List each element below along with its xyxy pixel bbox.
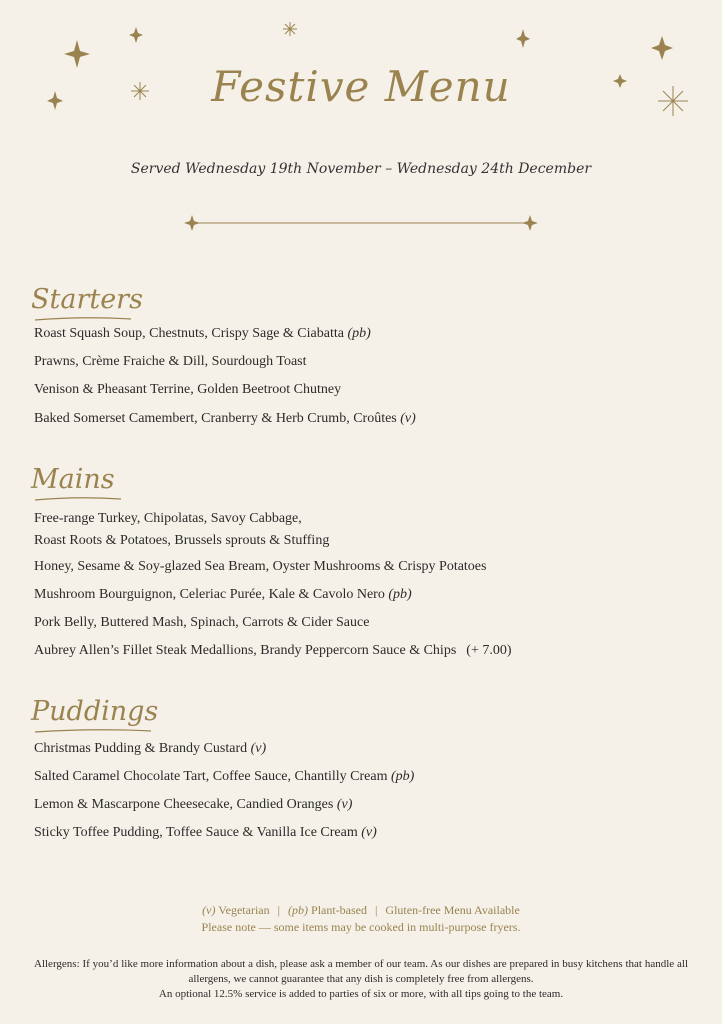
- menu-title: Festive Menu: [211, 62, 511, 111]
- diet-tag: (pb): [390, 769, 415, 784]
- menu-item: Honey, Sesame & Soy-glazed Sea Bream, Oyster Mushrooms & Crispy Potatoes: [34, 559, 487, 574]
- diet-tag: (v): [361, 825, 377, 840]
- fryer-note: Please note — some items may be cooked in multi-purpose fryers.: [201, 920, 521, 934]
- star-icon: [516, 29, 530, 48]
- heading-flourish: [33, 494, 123, 504]
- section-heading-puddings: Puddings: [31, 696, 159, 727]
- menu-item: Free-range Turkey, Chipolatas, Savoy Cabbage, Roast Roots & Potatoes, Brussels sprouts & Stuffing: [34, 511, 330, 548]
- section-heading-starters: Starters: [31, 284, 143, 315]
- diet-tag: (pb): [347, 326, 371, 341]
- star-icon: [129, 27, 143, 43]
- menu-item: Venison & Pheasant Terrine, Golden Beetroot Chutney: [34, 382, 342, 397]
- menu-item: Pork Belly, Buttered Mash, Spinach, Carrots & Cider Sauce: [34, 615, 370, 630]
- star-icon: [651, 36, 673, 60]
- menu-item: Prawns, Crème Fraiche & Dill, Sourdough Toast: [34, 354, 307, 369]
- section-heading-mains: Mains: [31, 464, 115, 495]
- diet-tag: (v): [250, 741, 267, 756]
- sparkle-icon: [283, 22, 297, 36]
- diet-tag: (v): [400, 411, 416, 426]
- menu-item: Mushroom Bourguignon, Celeriac Purée, Kale & Cavolo Nero (pb): [34, 587, 412, 602]
- diet-tag: (v): [336, 797, 353, 812]
- heading-flourish: [33, 726, 153, 736]
- menu-item: Christmas Pudding & Brandy Custard (v): [34, 741, 267, 756]
- menu-item: Salted Caramel Chocolate Tart, Coffee Sauce, Chantilly Cream (pb): [34, 769, 415, 784]
- menu-item: Aubrey Allen’s Fillet Steak Medallions, Brandy Peppercorn Sauce & Chips (+ 7.00): [34, 643, 512, 658]
- menu-item: Roast Squash Soup, Chestnuts, Crispy Sage & Ciabatta (pb): [34, 326, 371, 341]
- star-decorations: [0, 0, 722, 240]
- menu-item: Lemon & Mascarpone Cheesecake, Candied Oranges (v): [34, 797, 353, 812]
- menu-item: Baked Somerset Camembert, Cranberry & Herb Crumb, Croûtes (v): [34, 411, 416, 426]
- title-divider: [184, 213, 538, 233]
- menu-item: Sticky Toffee Pudding, Toffee Sauce & Vanilla Ice Cream (v): [34, 825, 377, 840]
- price-supplement: (+ 7.00): [466, 643, 512, 658]
- star-icon: [522, 215, 538, 231]
- allergen-notice: Allergens: If you’d like more information about a dish, please ask a member of our team. As our dishes are prepared in busy kitchens that handle all allergens, we cannot guarantee that any dish is completely free from allergens. An optional 12.5% service is added to parties of six or more, with all tips going to the team.: [34, 958, 688, 1000]
- star-icon: [184, 215, 200, 231]
- diet-tag: (pb): [388, 587, 412, 602]
- menu-dates: Served Wednesday 19th November – Wednesday 24th December: [130, 161, 592, 177]
- diet-legend: (v) Vegetarian | (pb) Plant-based | Gluten-free Menu Available: [202, 903, 520, 917]
